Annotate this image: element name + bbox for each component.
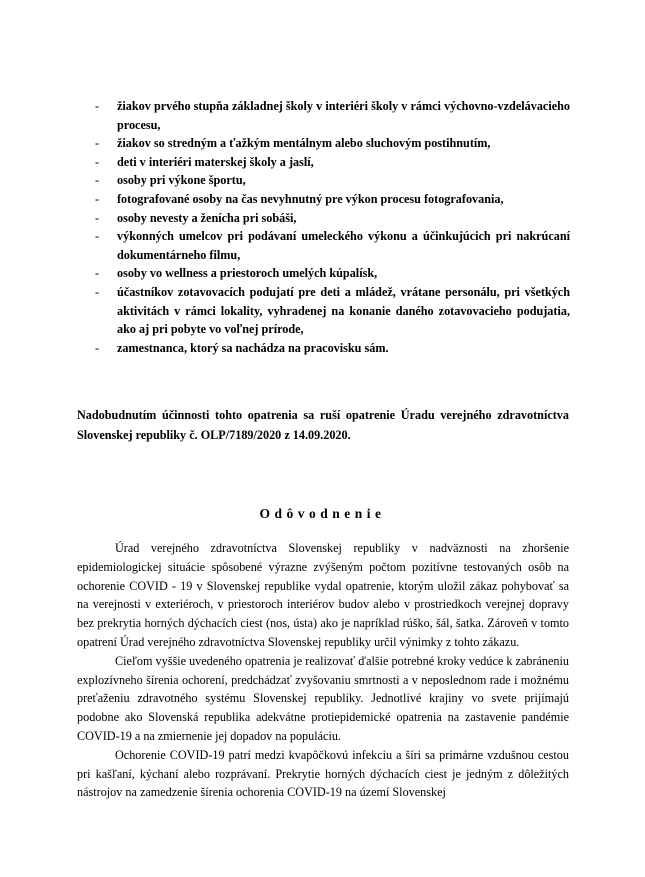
list-item: [95, 97, 570, 134]
list-item-text: žiakov so stredným a ťažkým mentálnym alebo sluchovým postihnutím,: [117, 136, 491, 151]
list-item: [95, 264, 570, 283]
bullet-marker: -: [95, 284, 100, 299]
list-item: [95, 339, 570, 358]
list-item-text: zamestnanca, ktorý sa nachádza na pracovisku sám.: [117, 340, 389, 355]
bullet-marker: -: [95, 154, 100, 169]
list-item-text: osoby vo wellness a priestoroch umelých kúpalísk,: [117, 266, 378, 281]
list-item: [95, 190, 570, 209]
list-item-text: fotografované osoby na čas nevyhnutný pre výkon procesu fotografovania,: [117, 191, 504, 206]
bullet-marker: -: [95, 266, 100, 281]
bullet-marker: -: [95, 99, 100, 113]
paragraph: Cieľom vyššie uvedeného opatrenia je realizovať ďalšie potrebné kroky vedúce k zabráneniu explozívneho šírenia ochorení, predchádzať zvyšovaniu smrtnosti a v neposlednom rade i možnému preťaženiu zdravotného systému Slovenskej republiky. Jednotlivé krajiny vo svete prijímajú podobne ako Slovenská republika adekvátne protiepidemické opatrenia na zastavenie pandémie COVID-19 a na zmiernenie jej dopadov na populáciu.: [77, 653, 569, 743]
section-heading: Odôvodnenie: [259, 506, 386, 521]
list-item-text: deti v interiéri materskej školy a jaslí,: [117, 154, 314, 169]
bullet-marker: -: [95, 136, 100, 151]
exemption-list: [95, 97, 570, 357]
list-item: [95, 209, 570, 228]
list-item: [95, 283, 570, 339]
list-item: [95, 134, 570, 153]
bullet-marker: -: [95, 229, 100, 244]
list-item-text: osoby nevesty a ženícha pri sobáši,: [117, 210, 297, 225]
list-item: [95, 153, 570, 172]
list-item: [95, 171, 570, 190]
list-item-text: účastníkov zotavovacích podujatí pre deti a mládež, vrátane personálu, pri všetkých aktivitách v rámci lokality, vyhradenej na konanie daného zotavovacieho podujatia, ako aj pri pobyte vo voľnej prírode,: [117, 284, 570, 337]
bullet-marker: -: [95, 210, 100, 225]
list-item-text: výkonných umelcov pri podávaní umeleckého výkonu a účinkujúcich pri nakrúcaní dokumentárneho filmu,: [117, 229, 570, 262]
paragraph: Ochorenie COVID-19 patrí medzi kvapôčkovú infekciu a šíri sa primárne vzdušnou cestou pri kašľaní, kýchaní alebo rozprávaní. Prekrytie horných dýchacích ciest je jedným z dôležitých nástrojov na zamedzenie šírenia ochorenia COVID-19 na území Slovenskej: [77, 747, 569, 800]
paragraph: Úrad verejného zdravotníctva Slovenskej republiky v nadväznosti na zhoršenie epidemiologickej situácie spôsobené výrazne zvýšeným počtom pozitívne testovaných osôb na ochorenie COVID - 19 v Slovenskej republike vydal opatrenie, ktorým uložil zákaz pohybovať sa na verejnosti v exteriéroch, v priestoroch interiérov budov alebo v prostriedkoch verejnej dopravy bez prekrytia horných dýchacích ciest (nos, ústa) ako je napríklad rúško, šál, šatka. Zároveň v tomto opatrení Úrad verejného zdravotníctva Slovenskej republiky určil výnimky z tohto zákazu.: [77, 541, 569, 649]
bullet-marker: -: [95, 173, 100, 188]
list-item-text: osoby pri výkone športu,: [117, 173, 246, 188]
list-item: [95, 227, 570, 264]
justification-body: [77, 539, 569, 802]
list-item-text: žiakov prvého stupňa základnej školy v interiéri školy v rámci výchovno-vzdelávacieho procesu,: [117, 99, 570, 132]
bullet-marker: -: [95, 191, 100, 206]
bullet-marker: -: [95, 340, 100, 355]
repeal-note: Nadobudnutím účinnosti tohto opatrenia sa ruší opatrenie Úradu verejného zdravotníctva Slovenskej republiky č. OLP/7189/2020 z 14.09.2020.: [77, 408, 569, 442]
